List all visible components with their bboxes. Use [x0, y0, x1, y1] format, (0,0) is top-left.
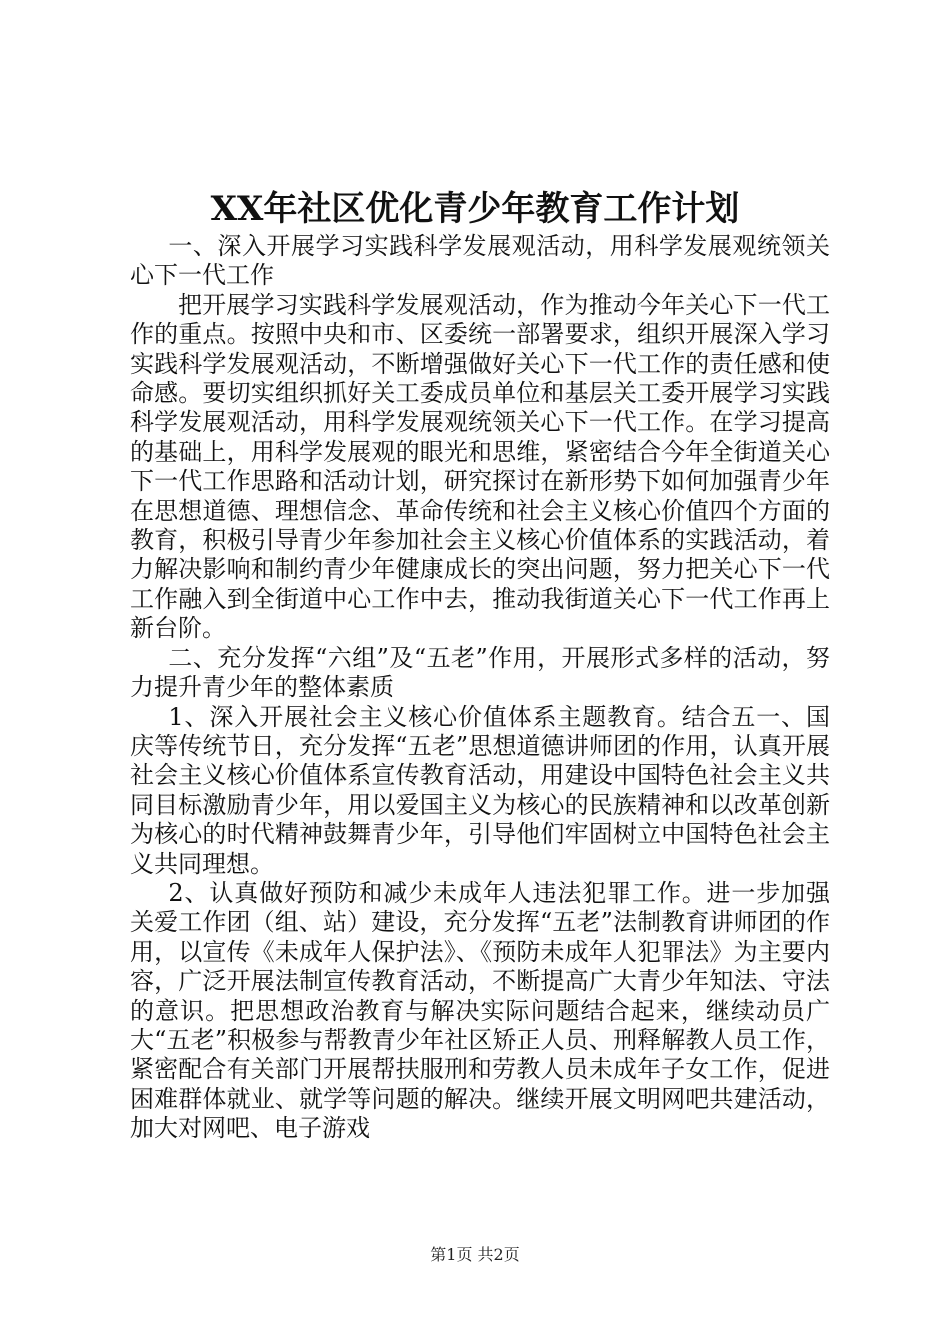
- page-number-footer: 第1页 共2页: [430, 1245, 520, 1264]
- document-title: XX年社区优化青少年教育工作计划: [210, 189, 740, 229]
- body-paragraph: 2、认真做好预防和减少未成年人违法犯罪工作。进一步加强关爱工作团（组、站）建设，充分发挥“五老”法制教育讲师团的作用，以宣传《未成年人保护法》、《预防未成年人犯罪法》为主要内容，广泛开展法制宣传教育活动，不断提高广大青少年知法、守法的意识。把思想政治教育与解决实际问题结合起来，继续动员广大“五老”积极参与帮教青少年社区矫正人员、刑释解教人员工作，紧密配合有关部门开展帮扶服刑和劳教人员未成年子女工作，促进困难群体就业、就学等问题的解决。继续开展文明网吧共建活动，加大对网吧、电子游戏: [130, 878, 830, 1143]
- section-heading-1: 一、深入开展学习实践科学发展观活动，用科学发展观统领关心下一代工作: [130, 232, 830, 290]
- section-heading-2: 二、充分发挥“六组”及“五老”作用，开展形式多样的活动，努力提升青少年的整体素质: [130, 643, 830, 702]
- body-paragraph: 把开展学习实践科学发展观活动，作为推动今年关心下一代工作的重点。按照中央和市、区委统一部署要求，组织开展深入学习实践科学发展观活动，不断增强做好关心下一代工作的责任感和使命感。要切实组织抓好关工委成员单位和基层关工委开展学习实践科学发展观活动，用科学发展观统领关心下一代工作。在学习提高的基础上，用科学发展观的眼光和思维，紧密结合今年全街道关心下一代工作思路和活动计划，研究探讨在新形势下如何加强青少年在思想道德、理想信念、革命传统和社会主义核心价值四个方面的教育，积极引导青少年参加社会主义核心价值体系的实践活动，着力解决影响和制约青少年健康成长的突出问题，努力把关心下一代工作融入到全街道中心工作中去，推动我街道关心下一代工作再上新台阶。: [130, 290, 830, 643]
- body-paragraph: 1、深入开展社会主义核心价值体系主题教育。结合五一、国庆等传统节日，充分发挥“五老”思想道德讲师团的作用，认真开展社会主义核心价值体系宣传教育活动，用建设中国特色社会主义共同目标激励青少年，用以爱国主义为核心的民族精神和以改革创新为核心的时代精神鼓舞青少年，引导他们牢固树立中国特色社会主义共同理想。: [130, 702, 830, 878]
- document-body: [130, 232, 830, 1144]
